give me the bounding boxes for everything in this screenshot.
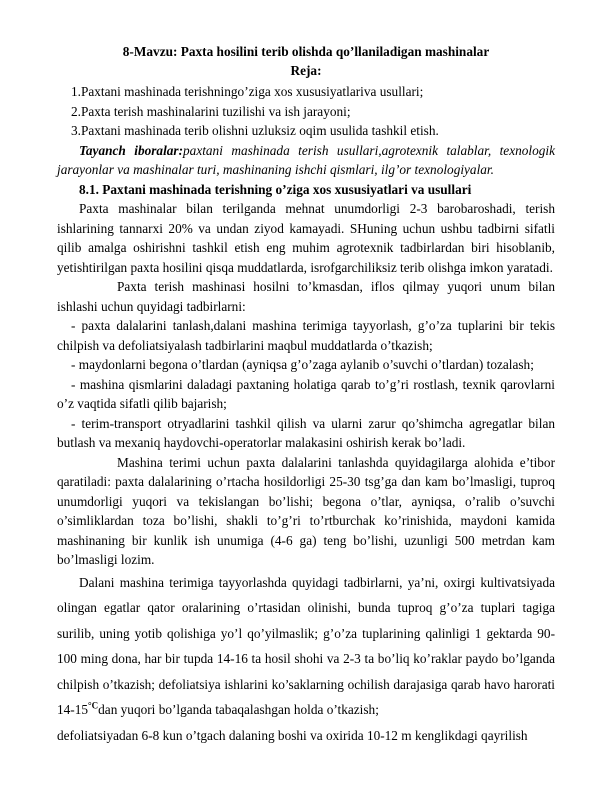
body-paragraph-2: Paxta terish mashinasi hosilni to’kmasdan, iflos qilmay yuqori unum bilan ishlashi uchun quyidagi tadbirlarni: (57, 279, 555, 314)
plan-item-1: 1.Paxtani mashinada terishningo’ziga xos xususiyatlariva usullari; (71, 84, 424, 99)
plan-item-3: 3.Paxtani mashinada terib olishni uzluksiz oqim usulida tashkil etish. (71, 123, 439, 138)
paragraph-4-text-part1: Dalani mashina terimiga tayyorlashda quyidagi tadbirlarni, ya’ni, oxirgi kultivatsiyada olingan egatlar qator oralarining o’rtasidan olinishi, bunda tuproq g’o’za tuplari tagiga surilib, uning yotib qolishiga yo’l qo’yilmaslik; g’o’za tuplarining qalinligi 1 gektarda 90-100 ming dona, har bir tupda 14-16 ta hosil shohi va 2-3 ta bo’liq ko’raklar paydo bo’lganda chilpish o’tkazish; defoliatsiya ishlarini ko’saklarning ochilish darajasiga qarab havo harorati 14-15 (57, 574, 555, 717)
body-paragraph-4-continued: defoliatsiyadan 6-8 kun o’tgach dalaning boshi va oxirida 10-12 m kenglikdagi qayrilish (57, 727, 528, 743)
keywords-paragraph (57, 141, 555, 180)
body-paragraph-4 (57, 570, 555, 723)
bullet-item-4: - terim-transport otryadlarini tashkil qilish va ularni zarur qo’shimcha agregatlar bilan butlash va mexaniq haydovchi-operatorlar malakasini oshirish kerak bo’ladi. (57, 415, 555, 450)
plan-subtitle: Reja: (290, 63, 322, 78)
bullet-item-1: - paxta dalalarini tanlash,dalani mashina terimiga tayyorlash, g’o’za tuplarini bir tekis chilpish va defoliatsiyalash tadbirlarini maqbul muddatlarda o’tkazish; (57, 318, 555, 353)
body-paragraph-3: Mashina terimi uchun paxta dalalarini tanlashda quyidagilarga alohida e’tibor qaratiladi: paxta dalalarining o’rtacha hosildorligi 25-30 tsg’ga dan kam bo’lmasligi, tuproq unumdorligi yuqori va tekislangan bo’lishi; begona o’tlar, ayniqsa, o’ralib o’suvchi o’simliklardan toza bo’lishi, shakli to’g’ri to’rtburchak ko’rinishida, maydoni kamida mashinaning bir kunlik ish unumiga (4-6 ga) teng bo’lishi, uzunligi 500 metrdan kam bo’lmasligi lozim. (57, 454, 555, 567)
section-heading-8-1: 8.1. Paxtani mashinada terishning o’ziga xos xususiyatlari va usullari (79, 181, 472, 197)
keywords-label: Tayanch iboralar: (79, 142, 184, 158)
keywords-text: paxtani mashinada terish usullari,agrotexnik talablar, texnologik jarayonlar va mashinalar turi, mashinaning ishchi qismlari, ilg’or texnologiyalar. (57, 142, 555, 177)
body-paragraph-1: Paxta mashinalar bilan terilganda mehnat unumdorligi 2-3 barobaroshadi, terish ishlarining tannarxi 20% va undan ziyod kamayadi. SHuning uchun ushbu tadbirni sifatli qilib amalga oshirishni tashkil etish eng muhim agrotexnik tadbirlardan biri hisoblanib, yetishtirilgan paxta hosilini qisqa muddatlarda, isrofgarchiliksiz terib olishga imkon yaratadi. (57, 201, 555, 275)
bullet-item-2: - maydonlarni begona o’tlardan (ayniqsa g’o’zaga aylanib o’suvchi o’tlardan) tozalash; (71, 357, 534, 372)
document-title: 8-Mavzu: Paxta hosilini terib olishda qo’llaniladigan mashinalar (122, 44, 490, 59)
paragraph-4-text-part2: dan yuqori bo’lganda tabaqalashgan holda o’tkazish; (98, 702, 379, 717)
bullet-item-3: - mashina qismlarini daladagi paxtaning holatiga qarab to’g’ri rostlash, texnik qarovlarni o’z vaqtida sifatli qilib bajarish; (57, 376, 555, 411)
degree-celsius-superscript: °C (88, 700, 99, 711)
plan-item-2: 2.Paxta terish mashinalarini tuzilishi va ish jarayoni; (71, 103, 351, 119)
